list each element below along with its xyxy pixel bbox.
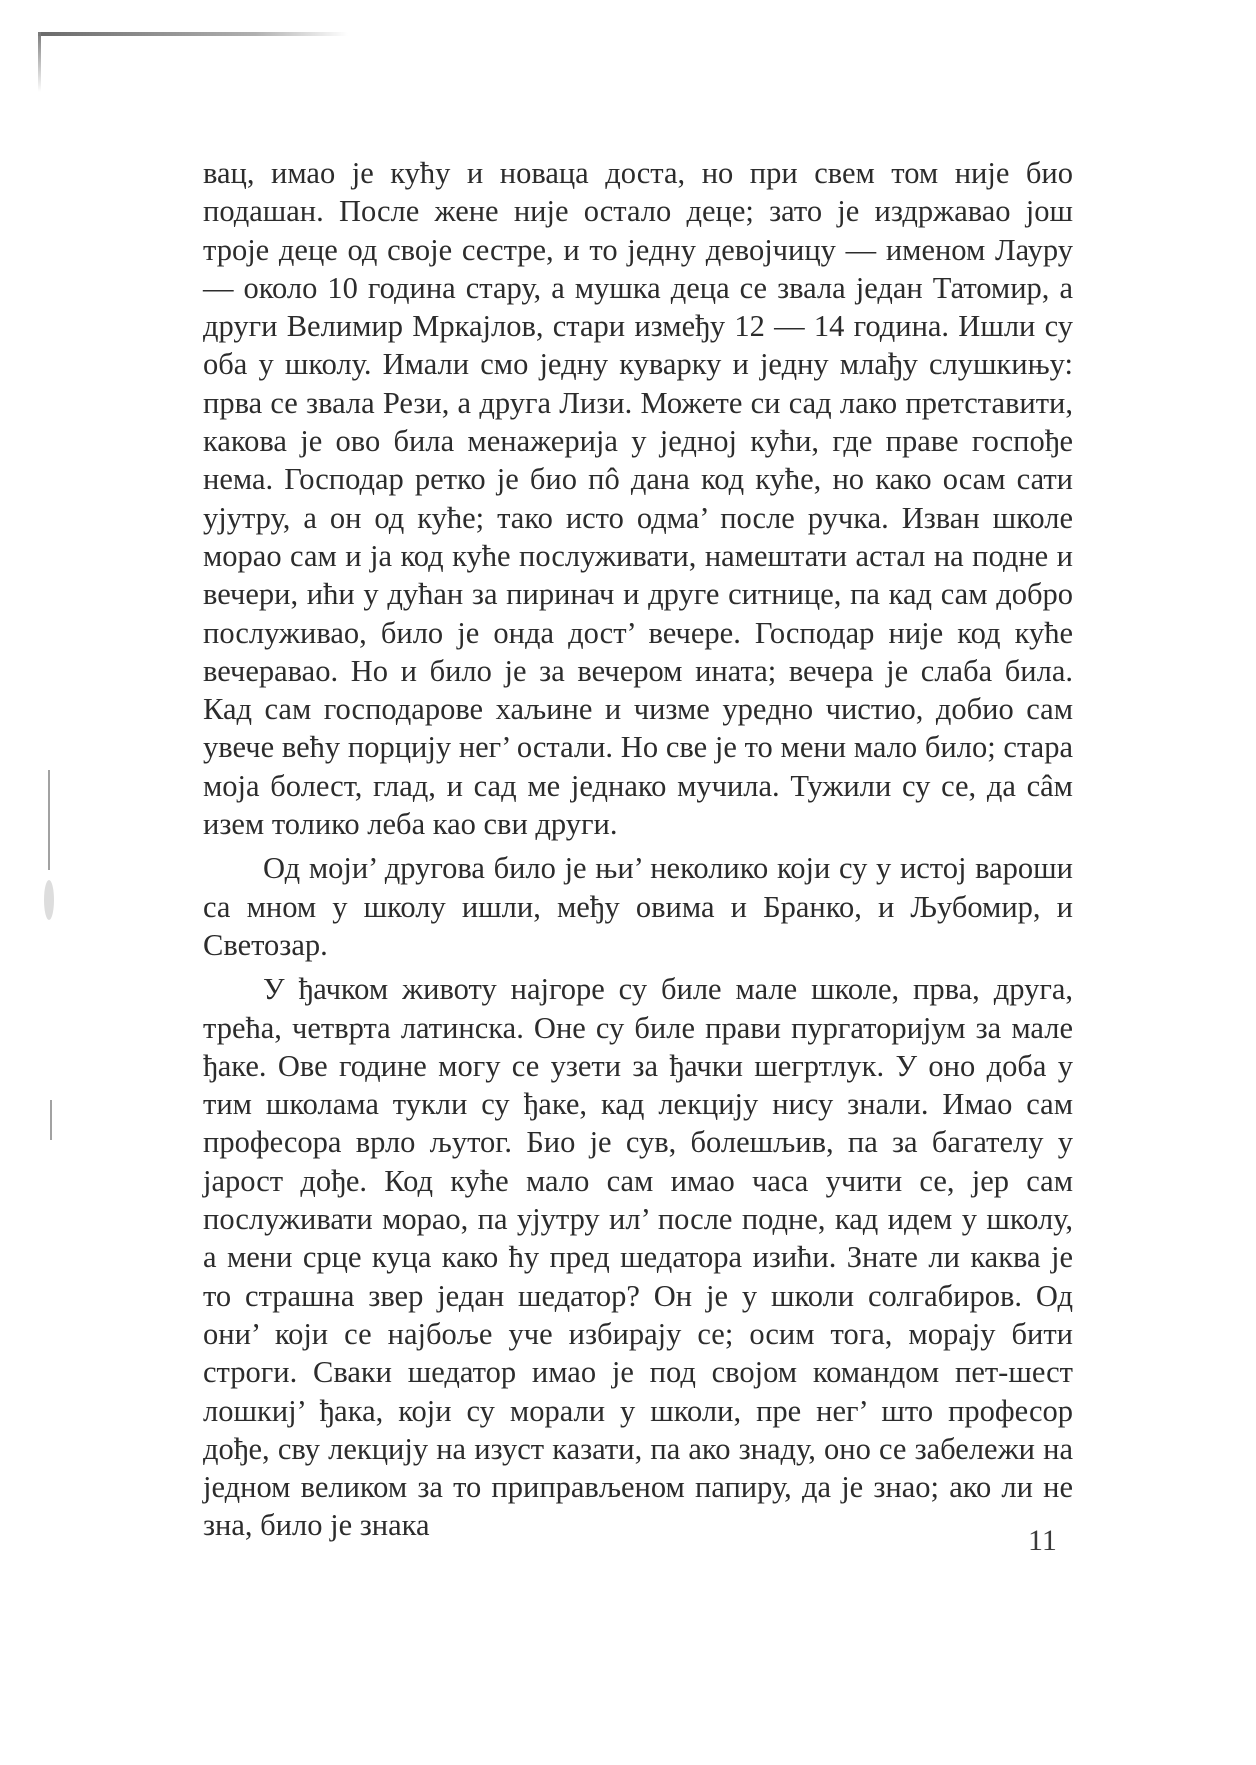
paragraph-school-life: У ђачком животу најгоре су биле мале школе, прва, друга, трећа, четврта латинска. Оне су биле прави пургаторијум за мале ђаке. Ове године могу се узети за ђачки шегртлук. У оно доба у тим школама тукли су ђаке, кад лекцију нису знали. Имао сам професора врло љутог. Био је сув, болешљив, па за багателу у јарост дође. Код куће мало сам имао часа учити се, јер сам послуживати морао, па ујутру ил’ после подне, кад идем у школу, а мени срце куца како ћу пред шедатора изићи. Знате ли каква је то страшна звер један шедатор? Он је у школи солгабиров. Од они’ који се најбоље уче избирају се; осим тога, морају бити строги. Сваки шедатор имао је под својом командом пет-шест лошкиј’ ђака, који су морали у школи, пре нег’ што професор дође, сву лекцију на изуст казати, па ако знаду, оно се забележи на једном великом за то приправљеном папиру, да је знао; ако ли не зна, било је знака [203, 972, 1073, 1543]
scan-border-top [38, 32, 348, 36]
body-text [203, 154, 1073, 1545]
margin-mark [48, 770, 50, 870]
paragraph-continued: вац, имао је кућу и новаца доста, но при свем том није био подашан. После жене није остало деце; зато је издржавао још троје деце од своје сестре, и то једну девојчицу — именом Лауру — около 10 година стару, а мушка деца се звала један Татомир, а други Велимир Мркајлов, стари између 12 — 14 година. Ишли су оба у школу. Имали смо једну куварку и једну млађу слушкињу: прва се звала Рези, а друга Лизи. Можете си сад лако претставити, какова је ово била менажерија у једној кући, где праве госпође нема. Господар ретко је био пô дана код куће, но како осам сати ујутру, а он од куће; тако исто одма’ после ручка. Изван школе морао сам и ја код куће послуживати, намештати астал на подне и вечери, ићи у дућан за пиринач и друге ситнице, па кад сам добро послуживао, било је онда дост’ вечере. Господар није код куће вечеравао. Но и било је за вечером ината; вечера је слаба била. Кад сам господарове хаљине и чизме уредно чистио, добио сам увече већу порцију нег’ остали. Но све је то мени мало било; стара моја болест, глад, и сад ме једнако мучила. Тужили су се, да сâм изем толико леба као сви други. [203, 156, 1073, 842]
scan-border-left [38, 32, 41, 92]
page-number: 11 [1028, 1524, 1057, 1557]
paragraph-friends: Од моји’ другова било је њи’ неколико који су у истој вароши са мном у школу ишли, међу овима и Бранко, и Љубомир, и Светозар. [203, 851, 1073, 962]
margin-mark [50, 1100, 52, 1140]
margin-blot [44, 880, 54, 920]
